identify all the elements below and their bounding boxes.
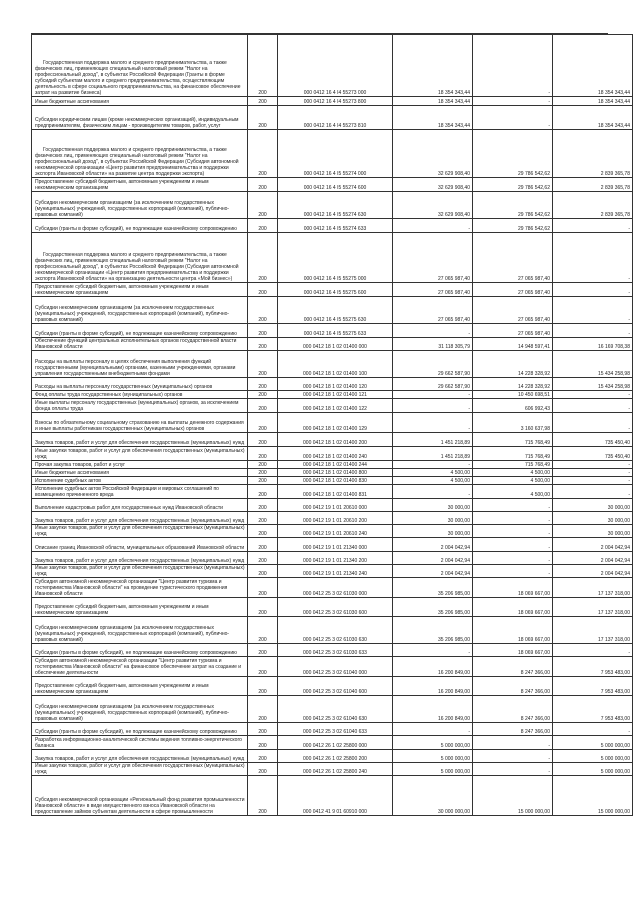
table-row <box>32 413 633 433</box>
row-executed: - <box>473 525 553 538</box>
row-executed: 8 247 366,00 <box>473 657 553 677</box>
table-row <box>32 598 633 617</box>
row-name: Взносы по обязательному социальному страхованию на выплаты денежного содержания и иные выплаты работникам государственных (муниципальных) органов <box>32 413 248 433</box>
row-approved-budget: - <box>393 723 473 736</box>
row-classification-code: 000 0412 16 4 I4 55273 800 <box>278 97 393 106</box>
row-name: Субсидии юридическим лицам (кроме некоммерческих организаций), индивидуальным предпринимателям, физическим лицам - производителям товаров, работ, услуг <box>32 106 248 130</box>
row-executed: - <box>473 538 553 552</box>
row-line-code: 200 <box>248 324 278 338</box>
row-line-code: 200 <box>248 178 278 192</box>
table-row <box>32 512 633 525</box>
row-approved-budget: 18 354 343,44 <box>393 35 473 97</box>
row-executed: - <box>473 763 553 776</box>
row-unexecuted: - <box>553 477 633 485</box>
row-line-code: 200 <box>248 35 278 97</box>
row-approved-budget: 4 500,00 <box>393 477 473 485</box>
row-line-code: 200 <box>248 378 278 391</box>
row-approved-budget: 27 065 987,40 <box>393 233 473 283</box>
row-line-code: 200 <box>248 696 278 723</box>
row-line-code: 200 <box>248 219 278 233</box>
table-row <box>32 485 633 499</box>
row-name: Предоставление субсидий бюджетным, автономным учреждениям и иным некоммерческим организациям <box>32 178 248 192</box>
table-row <box>32 477 633 485</box>
row-executed: 715 768,49 <box>473 461 553 469</box>
row-executed: 29 786 542,62 <box>473 178 553 192</box>
row-line-code: 200 <box>248 106 278 130</box>
row-unexecuted: - <box>553 461 633 469</box>
row-name: Закупка товаров, работ и услуг для обеспечения государственных (муниципальных) нужд <box>32 512 248 525</box>
row-unexecuted: 735 450,40 <box>553 433 633 447</box>
row-executed: 27 065 987,40 <box>473 233 553 283</box>
row-approved-budget: 5 000 000,00 <box>393 763 473 776</box>
row-classification-code: 000 0412 41 9 01 60910 000 <box>278 776 393 816</box>
row-name: Закупка товаров, работ и услуг для обеспечения государственных (муниципальных) нужд <box>32 750 248 763</box>
row-name: Обеспечение функций центральных исполнительных органов государственной власти Ивановской области <box>32 338 248 351</box>
row-executed: 15 000 000,00 <box>473 776 553 816</box>
row-unexecuted: - <box>553 399 633 413</box>
row-executed: 18 069 667,00 <box>473 598 553 617</box>
row-name: Государственная поддержка малого и среднего предпринимательства, а также физических лиц, применяющих специальный налоговый режим "Налог на профессиональный доход", в субъектах Российской Федерации (Субсидия автономной некоммерческой организации «Центр развития предпринимательства и поддержки экспорта Ивановской области» на развитие центра поддержки экспорта) <box>32 130 248 178</box>
row-name: Субсидии некоммерческим организациям (за исключением государственных (муниципальных) учреждений, государственных корпораций (компаний), публично-правовых компаний) <box>32 696 248 723</box>
row-name: Фонд оплаты труда государственных (муниципальных) органов <box>32 391 248 399</box>
row-classification-code: 000 0412 16 4 I5 55275 630 <box>278 297 393 324</box>
row-line-code: 200 <box>248 461 278 469</box>
row-executed: 606 992,43 <box>473 399 553 413</box>
row-executed: - <box>473 97 553 106</box>
table-row <box>32 391 633 399</box>
table-row <box>32 657 633 677</box>
row-classification-code: 000 0412 16 4 I5 55275 633 <box>278 324 393 338</box>
row-executed: 14 228 328,92 <box>473 378 553 391</box>
row-unexecuted: - <box>553 723 633 736</box>
row-unexecuted: 15 000 000,00 <box>553 776 633 816</box>
row-unexecuted: 5 000 000,00 <box>553 750 633 763</box>
row-name: Иные бюджетные ассигнования <box>32 469 248 477</box>
row-unexecuted: - <box>553 219 633 233</box>
row-unexecuted: 30 000,00 <box>553 499 633 512</box>
row-approved-budget: - <box>393 485 473 499</box>
row-name: Субсидии (гранты в форме субсидий), не подлежащие казначейскому сопровождению <box>32 324 248 338</box>
row-line-code: 200 <box>248 644 278 657</box>
row-classification-code: 000 0412 25 3 02 61030 600 <box>278 598 393 617</box>
row-line-code: 200 <box>248 391 278 399</box>
row-classification-code: 000 0412 19 1 01 20610 000 <box>278 499 393 512</box>
row-name: Разработка информационно-аналитической системы ведения топливно-энергетического баланса <box>32 736 248 750</box>
row-classification-code: 000 0412 26 1 02 25800 000 <box>278 736 393 750</box>
row-approved-budget: 32 629 908,40 <box>393 130 473 178</box>
row-executed: - <box>473 552 553 565</box>
table-row <box>32 736 633 750</box>
row-line-code: 200 <box>248 447 278 461</box>
row-approved-budget: 29 662 587,90 <box>393 351 473 378</box>
table-row <box>32 35 633 97</box>
row-line-code: 200 <box>248 512 278 525</box>
row-line-code: 200 <box>248 413 278 433</box>
row-approved-budget: 1 451 218,89 <box>393 447 473 461</box>
row-unexecuted: 15 434 258,98 <box>553 351 633 378</box>
row-executed: - <box>473 565 553 578</box>
row-executed: 4 500,00 <box>473 469 553 477</box>
row-unexecuted: 18 354 343,44 <box>553 97 633 106</box>
row-line-code: 200 <box>248 477 278 485</box>
row-unexecuted: 15 434 258,98 <box>553 378 633 391</box>
table-row <box>32 338 633 351</box>
row-executed: 715 768,49 <box>473 433 553 447</box>
row-approved-budget: 2 004 042,94 <box>393 552 473 565</box>
row-approved-budget: - <box>393 399 473 413</box>
table-row <box>32 538 633 552</box>
row-approved-budget: - <box>393 219 473 233</box>
row-name: Иные закупки товаров, работ и услуг для обеспечения государственных (муниципальных) нужд <box>32 763 248 776</box>
row-executed: - <box>473 750 553 763</box>
row-unexecuted: 18 354 343,44 <box>553 35 633 97</box>
row-approved-budget: 16 200 849,00 <box>393 657 473 677</box>
row-unexecuted: 7 953 483,00 <box>553 696 633 723</box>
row-unexecuted: 735 450,40 <box>553 447 633 461</box>
row-classification-code: 000 0412 16 4 I5 55274 633 <box>278 219 393 233</box>
row-name: Исполнение судебных актов <box>32 477 248 485</box>
row-line-code: 200 <box>248 578 278 598</box>
row-name: Иные выплаты персоналу государственных (муниципальных) органов, за исключением фонда оплаты труда <box>32 399 248 413</box>
row-approved-budget: 27 065 987,40 <box>393 283 473 297</box>
row-line-code: 200 <box>248 233 278 283</box>
row-name: Закупка товаров, работ и услуг для обеспечения государственных (муниципальных) нужд <box>32 433 248 447</box>
row-classification-code: 000 0412 16 4 I5 55274 600 <box>278 178 393 192</box>
row-executed: 715 768,49 <box>473 447 553 461</box>
row-line-code: 200 <box>248 297 278 324</box>
row-classification-code: 000 0412 16 4 I5 55274 000 <box>278 130 393 178</box>
row-unexecuted: 18 354 343,44 <box>553 106 633 130</box>
row-name: Предоставление субсидий бюджетным, автономным учреждениям и иным некоммерческим организациям <box>32 677 248 696</box>
row-name: Расходы на выплаты персоналу в целях обеспечения выполнения функций государственными (муниципальными) органами, казенными учреждениями, органами управления государственными внебюджетными фондами <box>32 351 248 378</box>
table-row <box>32 469 633 477</box>
table-row <box>32 399 633 413</box>
row-classification-code: 000 0412 19 1 01 21340 240 <box>278 565 393 578</box>
row-approved-budget: 16 200 849,00 <box>393 677 473 696</box>
table-body <box>32 35 633 816</box>
row-name: Иные бюджетные ассигнования <box>32 97 248 106</box>
table-row <box>32 297 633 324</box>
row-unexecuted: - <box>553 485 633 499</box>
row-approved-budget: 30 000 000,00 <box>393 776 473 816</box>
row-line-code: 200 <box>248 763 278 776</box>
row-line-code: 200 <box>248 399 278 413</box>
row-approved-budget: 16 200 849,00 <box>393 696 473 723</box>
table-row <box>32 378 633 391</box>
row-executed: 8 247 366,00 <box>473 723 553 736</box>
row-approved-budget: 30 000,00 <box>393 525 473 538</box>
row-name: Закупка товаров, работ и услуг для обеспечения государственных (муниципальных) нужд <box>32 552 248 565</box>
row-line-code: 200 <box>248 617 278 644</box>
row-classification-code: 000 0412 18 1 02 01400 831 <box>278 485 393 499</box>
row-unexecuted: 16 169 708,38 <box>553 338 633 351</box>
row-approved-budget: 29 662 587,90 <box>393 378 473 391</box>
row-unexecuted: 2 839 365,78 <box>553 178 633 192</box>
row-unexecuted: - <box>553 644 633 657</box>
row-classification-code: 000 0412 19 1 01 20610 200 <box>278 512 393 525</box>
row-name: Субсидии некоммерческим организациям (за исключением государственных (муниципальных) учреждений, государственных корпораций (компаний), публично-правовых компаний) <box>32 192 248 219</box>
row-line-code: 200 <box>248 338 278 351</box>
row-classification-code: 000 0412 19 1 01 21340 200 <box>278 552 393 565</box>
row-unexecuted: 7 953 483,00 <box>553 657 633 677</box>
row-classification-code: 000 0412 25 3 02 61040 600 <box>278 677 393 696</box>
row-classification-code: 000 0412 16 4 I5 55275 600 <box>278 283 393 297</box>
row-line-code: 200 <box>248 499 278 512</box>
row-name: Иные закупки товаров, работ и услуг для обеспечения государственных (муниципальных) нужд <box>32 447 248 461</box>
table-row <box>32 565 633 578</box>
row-executed: 18 069 667,00 <box>473 578 553 598</box>
row-name: Описание границ Ивановской области, муниципальных образований Ивановской области <box>32 538 248 552</box>
row-executed: 10 450 698,51 <box>473 391 553 399</box>
row-executed: - <box>473 106 553 130</box>
row-name: Субсидия автономной некоммерческой организации "Центр развития туризма и гостеприимства Ивановской области" на проведение туристического продвижения Ивановской области <box>32 578 248 598</box>
table-row <box>32 696 633 723</box>
row-unexecuted: - <box>553 413 633 433</box>
row-line-code: 200 <box>248 736 278 750</box>
row-executed: 8 247 366,00 <box>473 677 553 696</box>
row-approved-budget: 31 118 305,79 <box>393 338 473 351</box>
row-classification-code: 000 0412 18 1 02 01400 240 <box>278 447 393 461</box>
row-classification-code: 000 0412 18 1 02 01400 129 <box>278 413 393 433</box>
row-unexecuted: 7 953 483,00 <box>553 677 633 696</box>
row-line-code: 200 <box>248 538 278 552</box>
row-unexecuted: 2 004 042,94 <box>553 552 633 565</box>
row-name: Субсидии (гранты в форме субсидий), не подлежащие казначейскому сопровождению <box>32 219 248 233</box>
table-row <box>32 283 633 297</box>
row-line-code: 200 <box>248 565 278 578</box>
row-classification-code: 000 0412 19 1 01 20610 240 <box>278 525 393 538</box>
row-name: Иные закупки товаров, работ и услуг для обеспечения государственных (муниципальных) нужд <box>32 565 248 578</box>
row-executed: 4 500,00 <box>473 485 553 499</box>
row-line-code: 200 <box>248 657 278 677</box>
row-executed: - <box>473 736 553 750</box>
row-classification-code: 000 0412 18 1 02 01400 830 <box>278 477 393 485</box>
row-unexecuted: 2 004 042,94 <box>553 565 633 578</box>
row-classification-code: 000 0412 18 1 02 01400 100 <box>278 351 393 378</box>
row-line-code: 200 <box>248 598 278 617</box>
row-unexecuted: - <box>553 324 633 338</box>
row-name: Субсидии некоммерческим организациям (за исключением государственных (муниципальных) учреждений, государственных корпораций (компаний), публично-правовых компаний) <box>32 617 248 644</box>
row-line-code: 200 <box>248 351 278 378</box>
table-row <box>32 677 633 696</box>
row-classification-code: 000 0412 25 3 02 61030 000 <box>278 578 393 598</box>
row-executed: 27 065 987,40 <box>473 297 553 324</box>
row-approved-budget: - <box>393 324 473 338</box>
row-unexecuted: 2 839 365,78 <box>553 192 633 219</box>
row-approved-budget: - <box>393 391 473 399</box>
table-row <box>32 499 633 512</box>
row-executed: 4 500,00 <box>473 477 553 485</box>
row-classification-code: 000 0412 18 1 02 01400 244 <box>278 461 393 469</box>
row-approved-budget: 18 354 343,44 <box>393 97 473 106</box>
table-row <box>32 324 633 338</box>
row-unexecuted: 17 137 318,00 <box>553 578 633 598</box>
row-unexecuted: 5 000 000,00 <box>553 763 633 776</box>
row-approved-budget: 30 000,00 <box>393 499 473 512</box>
table-row <box>32 578 633 598</box>
row-unexecuted: - <box>553 233 633 283</box>
row-approved-budget: 32 629 908,40 <box>393 178 473 192</box>
table-row <box>32 763 633 776</box>
row-classification-code: 000 0412 18 1 02 01400 122 <box>278 399 393 413</box>
table-row <box>32 552 633 565</box>
table-row <box>32 644 633 657</box>
row-executed: 8 247 366,00 <box>473 696 553 723</box>
table-row <box>32 106 633 130</box>
row-line-code: 200 <box>248 469 278 477</box>
row-unexecuted: - <box>553 391 633 399</box>
row-line-code: 200 <box>248 776 278 816</box>
row-approved-budget: - <box>393 413 473 433</box>
row-unexecuted: 30 000,00 <box>553 525 633 538</box>
row-approved-budget: 32 629 908,40 <box>393 192 473 219</box>
row-executed: 27 065 987,40 <box>473 324 553 338</box>
row-executed: 14 948 597,41 <box>473 338 553 351</box>
row-executed: - <box>473 512 553 525</box>
row-name: Расходы на выплаты персоналу государственных (муниципальных) органов <box>32 378 248 391</box>
row-line-code: 200 <box>248 192 278 219</box>
row-classification-code: 000 0412 16 4 I4 55273 000 <box>278 35 393 97</box>
table-row <box>32 178 633 192</box>
row-approved-budget: 35 206 985,00 <box>393 578 473 598</box>
row-line-code: 200 <box>248 433 278 447</box>
row-name: Государственная поддержка малого и среднего предпринимательства, а также физических лиц, применяющих специальный налоговый режим "Налог на профессиональный доход", в субъектах Российской Федерации (Субсидия автономной некоммерческой организации «Центр развития предпринимательства и поддержки экспорта Ивановской области» на организацию деятельности центра «Мой бизнес») <box>32 233 248 283</box>
row-line-code: 200 <box>248 283 278 297</box>
row-classification-code: 000 0412 16 4 I5 55274 630 <box>278 192 393 219</box>
table-row <box>32 130 633 178</box>
row-unexecuted: 5 000 000,00 <box>553 736 633 750</box>
row-executed: 18 069 667,00 <box>473 617 553 644</box>
table-row <box>32 776 633 816</box>
row-classification-code: 000 0412 18 1 02 01400 800 <box>278 469 393 477</box>
row-name: Выполнение кадастровых работ для государственных нужд Ивановской области <box>32 499 248 512</box>
row-executed: 27 065 987,40 <box>473 283 553 297</box>
table-row <box>32 723 633 736</box>
row-name: Предоставление субсидий бюджетным, автономным учреждениям и иным некоммерческим организациям <box>32 283 248 297</box>
row-approved-budget: - <box>393 644 473 657</box>
row-name: Государственная поддержка малого и среднего предпринимательства, а также физических лиц, применяющих специальный налоговый режим "Налог на профессиональный доход", в субъектах Российской Федерации (Гранты в форме субсидий субъектам малого и среднего предпринимательства, осуществляющим деятельность в сфере социального предпринимательства, на финансовое обеспечение затрат на развитие бизнеса) <box>32 35 248 97</box>
budget-report-table <box>31 33 630 816</box>
row-approved-budget: - <box>393 461 473 469</box>
row-unexecuted: 17 137 318,00 <box>553 598 633 617</box>
row-approved-budget: 4 500,00 <box>393 469 473 477</box>
table-row <box>32 219 633 233</box>
table-row <box>32 447 633 461</box>
row-classification-code: 000 0412 19 1 01 21340 000 <box>278 538 393 552</box>
row-line-code: 200 <box>248 750 278 763</box>
row-executed: - <box>473 35 553 97</box>
row-approved-budget: 35 206 985,00 <box>393 617 473 644</box>
row-line-code: 200 <box>248 485 278 499</box>
row-classification-code: 000 0412 18 1 02 01400 120 <box>278 378 393 391</box>
row-unexecuted: - <box>553 469 633 477</box>
row-name: Иные закупки товаров, работ и услуг для обеспечения государственных (муниципальных) нужд <box>32 525 248 538</box>
row-approved-budget: 5 000 000,00 <box>393 736 473 750</box>
row-name: Субсидия автономной некоммерческой организации "Центр развития туризма и гостеприимства Ивановской области" на финансовое обеспечение затрат на создание и обеспечение деятельности <box>32 657 248 677</box>
row-name: Субсидии (гранты в форме субсидий), не подлежащие казначейскому сопровождению <box>32 723 248 736</box>
row-classification-code: 000 0412 26 1 02 25800 240 <box>278 763 393 776</box>
table-row <box>32 351 633 378</box>
row-approved-budget: 1 451 218,89 <box>393 433 473 447</box>
row-classification-code: 000 0412 18 1 02 01400 200 <box>278 433 393 447</box>
row-name: Субсидии (гранты в форме субсидий), не подлежащие казначейскому сопровождению <box>32 644 248 657</box>
row-unexecuted: 2 004 042,94 <box>553 538 633 552</box>
row-approved-budget: 5 000 000,00 <box>393 750 473 763</box>
row-approved-budget: 2 004 042,94 <box>393 538 473 552</box>
row-unexecuted: 17 137 318,00 <box>553 617 633 644</box>
row-line-code: 200 <box>248 130 278 178</box>
row-classification-code: 000 0412 25 3 02 61040 000 <box>278 657 393 677</box>
row-approved-budget: 2 004 042,94 <box>393 565 473 578</box>
row-line-code: 200 <box>248 677 278 696</box>
row-executed: 3 160 637,98 <box>473 413 553 433</box>
row-line-code: 200 <box>248 552 278 565</box>
row-approved-budget: 18 354 343,44 <box>393 106 473 130</box>
row-executed: - <box>473 499 553 512</box>
row-executed: 29 786 542,62 <box>473 219 553 233</box>
row-classification-code: 000 0412 25 3 02 61030 630 <box>278 617 393 644</box>
table-row <box>32 433 633 447</box>
table-row <box>32 97 633 106</box>
row-executed: 29 786 542,62 <box>473 130 553 178</box>
row-approved-budget: 30 000,00 <box>393 512 473 525</box>
row-line-code: 200 <box>248 525 278 538</box>
row-classification-code: 000 0412 16 4 I5 55275 000 <box>278 233 393 283</box>
row-classification-code: 000 0412 26 1 02 25800 200 <box>278 750 393 763</box>
row-name: Субсидии некоммерческим организациям (за исключением государственных (муниципальных) учреждений, государственных корпораций (компаний), публично-правовых компаний) <box>32 297 248 324</box>
row-classification-code: 000 0412 25 3 02 61040 633 <box>278 723 393 736</box>
row-unexecuted: 2 839 365,78 <box>553 130 633 178</box>
row-line-code: 200 <box>248 723 278 736</box>
row-unexecuted: 30 000,00 <box>553 512 633 525</box>
row-classification-code: 000 0412 16 4 I4 55273 810 <box>278 106 393 130</box>
row-line-code: 200 <box>248 97 278 106</box>
table-row <box>32 461 633 469</box>
row-unexecuted: - <box>553 297 633 324</box>
row-executed: 29 786 542,62 <box>473 192 553 219</box>
table-row <box>32 525 633 538</box>
row-name: Субсидия некоммерческой организации «Региональный фонд развития промышленности Ивановской области» в виде имущественного взноса Ивановской области на предоставление займов субъектам деятельности в сфере промышленности <box>32 776 248 816</box>
row-name: Предоставление субсидий бюджетным, автономным учреждениям и иным некоммерческим организациям <box>32 598 248 617</box>
table-row <box>32 750 633 763</box>
row-approved-budget: 27 065 987,40 <box>393 297 473 324</box>
table-row <box>32 233 633 283</box>
row-unexecuted: - <box>553 283 633 297</box>
table-row <box>32 192 633 219</box>
table-row <box>32 617 633 644</box>
row-classification-code: 000 0412 18 1 02 01400 121 <box>278 391 393 399</box>
row-executed: 18 069 667,00 <box>473 644 553 657</box>
row-classification-code: 000 0412 25 3 02 61040 630 <box>278 696 393 723</box>
row-name: Прочая закупка товаров, работ и услуг <box>32 461 248 469</box>
row-executed: 14 228 328,92 <box>473 351 553 378</box>
row-name: Исполнение судебных актов Российской Федерации и мировых соглашений по возмещению причиненного вреда <box>32 485 248 499</box>
row-approved-budget: 35 206 985,00 <box>393 598 473 617</box>
row-classification-code: 000 0412 25 3 02 61030 633 <box>278 644 393 657</box>
row-classification-code: 000 0412 18 1 02 01400 000 <box>278 338 393 351</box>
